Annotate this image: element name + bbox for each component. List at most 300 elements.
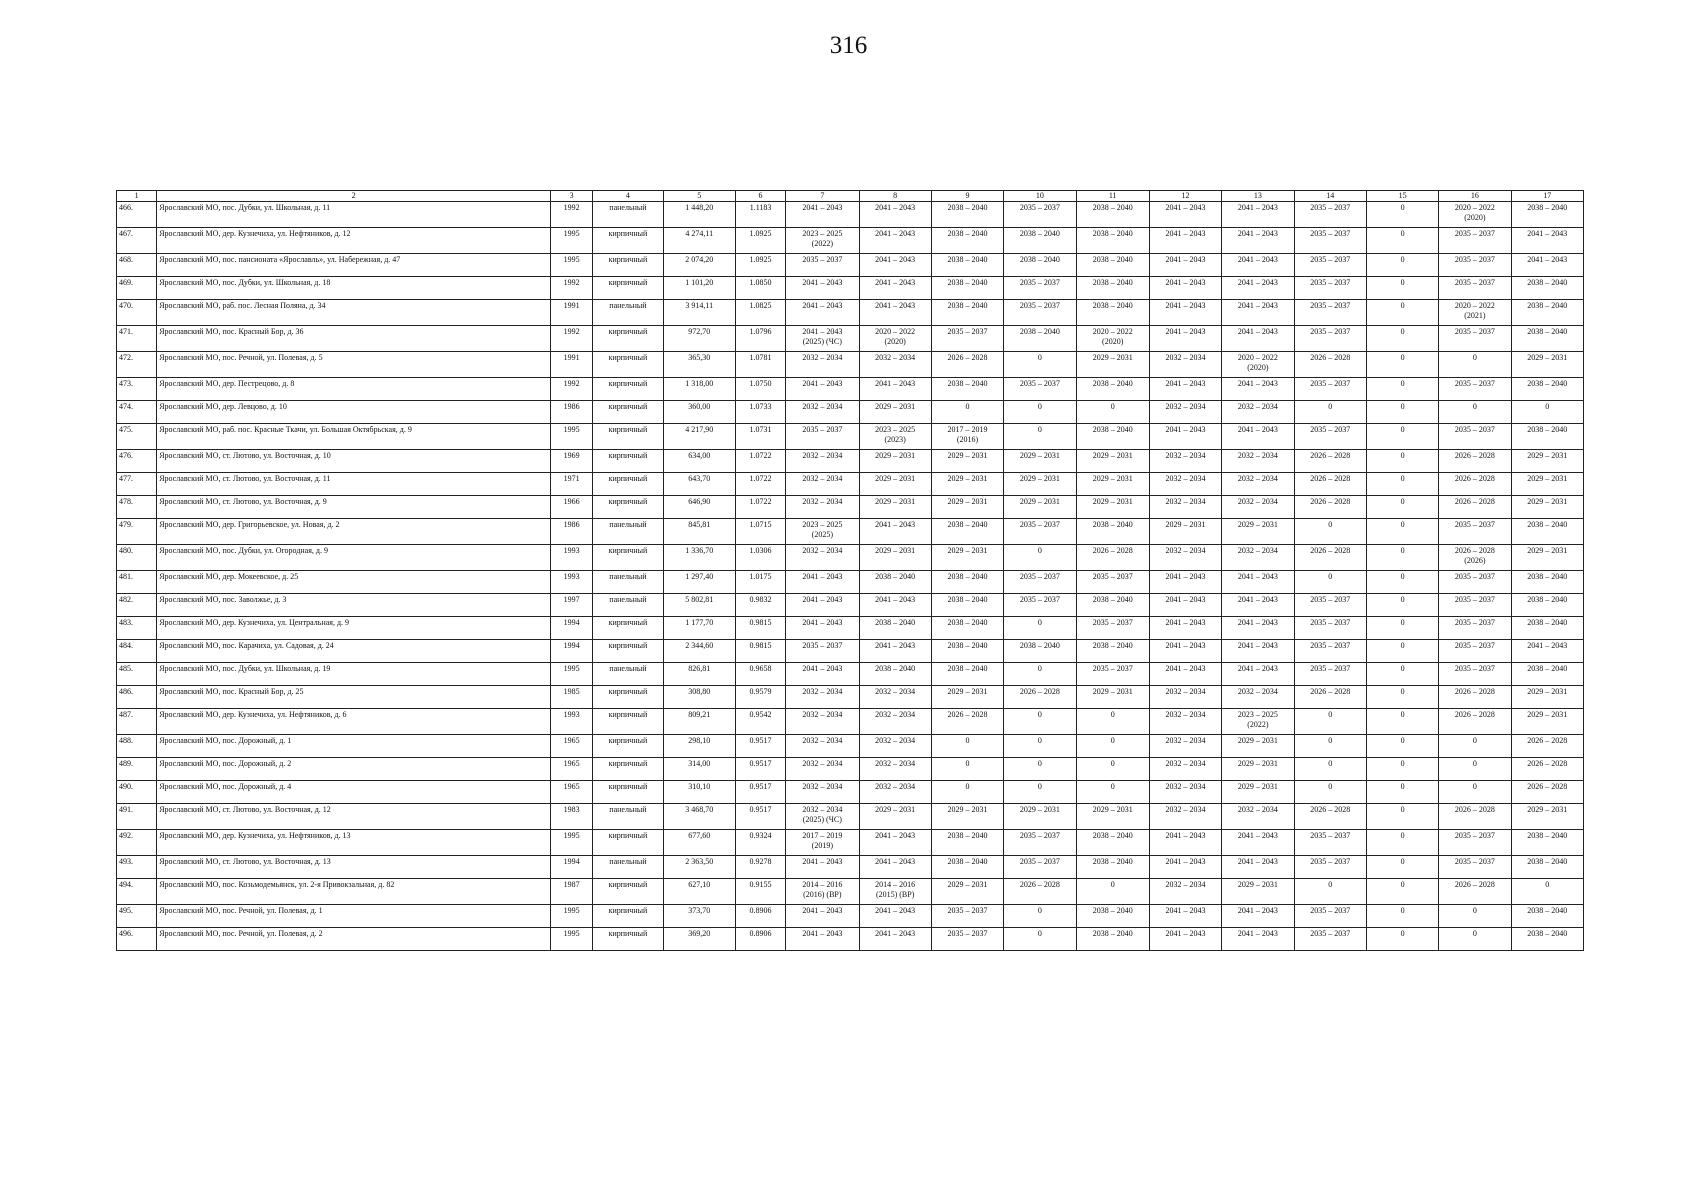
period-col-11: 0 bbox=[1076, 735, 1149, 758]
coefficient-cell: 1.0825 bbox=[735, 300, 785, 326]
period-col-16: 2026 – 2028 bbox=[1439, 473, 1511, 496]
period-col-7: 2032 – 2034 (2025) (ЧС) bbox=[786, 804, 859, 830]
table-row bbox=[117, 326, 1584, 352]
period-col-7: 2017 – 2019 (2019) bbox=[786, 830, 859, 856]
period-col-17: 2038 – 2040 bbox=[1511, 300, 1583, 326]
period-col-15: 0 bbox=[1366, 640, 1438, 663]
table-header bbox=[117, 191, 1584, 202]
period-col-14: 0 bbox=[1294, 571, 1366, 594]
period-col-15: 0 bbox=[1366, 378, 1438, 401]
period-col-15: 0 bbox=[1366, 401, 1438, 424]
year-cell: 1987 bbox=[551, 879, 593, 905]
period-col-8: 2041 – 2043 bbox=[859, 928, 931, 951]
area-cell: 1 297,40 bbox=[663, 571, 735, 594]
area-cell: 845,81 bbox=[663, 519, 735, 545]
period-col-12: 2041 – 2043 bbox=[1149, 254, 1221, 277]
period-col-15: 0 bbox=[1366, 352, 1438, 378]
coefficient-cell: 1.1183 bbox=[735, 202, 785, 228]
period-col-12: 2032 – 2034 bbox=[1149, 473, 1221, 496]
period-col-9: 2035 – 2037 bbox=[931, 905, 1003, 928]
period-col-13: 2041 – 2043 bbox=[1222, 594, 1294, 617]
period-col-13: 2032 – 2034 bbox=[1222, 473, 1294, 496]
period-col-8: 2041 – 2043 bbox=[859, 640, 931, 663]
period-col-10: 2038 – 2040 bbox=[1004, 254, 1076, 277]
wall-material-cell: кирпичный bbox=[593, 640, 663, 663]
period-col-16: 2035 – 2037 bbox=[1439, 640, 1511, 663]
period-col-7: 2035 – 2037 bbox=[786, 254, 859, 277]
period-col-13: 2020 – 2022 (2020) bbox=[1222, 352, 1294, 378]
period-col-9: 2029 – 2031 bbox=[931, 450, 1003, 473]
period-col-7: 2032 – 2034 bbox=[786, 496, 859, 519]
period-col-15: 0 bbox=[1366, 228, 1438, 254]
table-row bbox=[117, 830, 1584, 856]
column-number-2: 2 bbox=[157, 191, 551, 202]
wall-material-cell: панельный bbox=[593, 300, 663, 326]
column-number-12: 12 bbox=[1149, 191, 1221, 202]
coefficient-cell: 1.0750 bbox=[735, 378, 785, 401]
period-col-9: 2038 – 2040 bbox=[931, 856, 1003, 879]
period-col-16: 2035 – 2037 bbox=[1439, 617, 1511, 640]
coefficient-cell: 1.0722 bbox=[735, 450, 785, 473]
period-col-9: 2038 – 2040 bbox=[931, 594, 1003, 617]
period-col-7: 2032 – 2034 bbox=[786, 686, 859, 709]
period-col-15: 0 bbox=[1366, 928, 1438, 951]
period-col-14: 2035 – 2037 bbox=[1294, 640, 1366, 663]
period-col-17: 2041 – 2043 bbox=[1511, 254, 1583, 277]
period-col-9: 2029 – 2031 bbox=[931, 686, 1003, 709]
period-col-8: 2020 – 2022 (2020) bbox=[859, 326, 931, 352]
period-col-12: 2032 – 2034 bbox=[1149, 781, 1221, 804]
period-col-16: 2020 – 2022 (2021) bbox=[1439, 300, 1511, 326]
period-col-10: 0 bbox=[1004, 905, 1076, 928]
period-col-7: 2032 – 2034 bbox=[786, 450, 859, 473]
year-cell: 1995 bbox=[551, 228, 593, 254]
coefficient-cell: 1.0722 bbox=[735, 496, 785, 519]
coefficient-cell: 1.0306 bbox=[735, 545, 785, 571]
row-number: 493. bbox=[117, 856, 157, 879]
period-col-17: 2038 – 2040 bbox=[1511, 519, 1583, 545]
table-row bbox=[117, 424, 1584, 450]
area-cell: 373,70 bbox=[663, 905, 735, 928]
table-body bbox=[117, 202, 1584, 951]
row-number: 489. bbox=[117, 758, 157, 781]
period-col-9: 2029 – 2031 bbox=[931, 804, 1003, 830]
period-col-15: 0 bbox=[1366, 735, 1438, 758]
table-row bbox=[117, 735, 1584, 758]
period-col-13: 2041 – 2043 bbox=[1222, 254, 1294, 277]
table-row bbox=[117, 905, 1584, 928]
period-col-8: 2041 – 2043 bbox=[859, 378, 931, 401]
period-col-8: 2041 – 2043 bbox=[859, 905, 931, 928]
period-col-11: 2038 – 2040 bbox=[1076, 254, 1149, 277]
period-col-16: 0 bbox=[1439, 905, 1511, 928]
row-number: 472. bbox=[117, 352, 157, 378]
coefficient-cell: 1.0733 bbox=[735, 401, 785, 424]
period-col-14: 2035 – 2037 bbox=[1294, 326, 1366, 352]
coefficient-cell: 1.0175 bbox=[735, 571, 785, 594]
period-col-13: 2041 – 2043 bbox=[1222, 300, 1294, 326]
area-cell: 5 802,81 bbox=[663, 594, 735, 617]
year-cell: 1966 bbox=[551, 496, 593, 519]
table-row bbox=[117, 202, 1584, 228]
period-col-9: 0 bbox=[931, 401, 1003, 424]
row-number: 495. bbox=[117, 905, 157, 928]
year-cell: 1993 bbox=[551, 545, 593, 571]
period-col-9: 2035 – 2037 bbox=[931, 326, 1003, 352]
period-col-7: 2035 – 2037 bbox=[786, 424, 859, 450]
period-col-9: 2029 – 2031 bbox=[931, 496, 1003, 519]
coefficient-cell: 1.0781 bbox=[735, 352, 785, 378]
address-cell: Ярославский МО, пос. Речной, ул. Полевая, д. 5 bbox=[157, 352, 551, 378]
period-col-11: 0 bbox=[1076, 401, 1149, 424]
table-row bbox=[117, 879, 1584, 905]
year-cell: 1994 bbox=[551, 856, 593, 879]
row-number: 467. bbox=[117, 228, 157, 254]
period-col-14: 2035 – 2037 bbox=[1294, 856, 1366, 879]
period-col-10: 2035 – 2037 bbox=[1004, 202, 1076, 228]
coefficient-cell: 0.9658 bbox=[735, 663, 785, 686]
period-col-16: 0 bbox=[1439, 735, 1511, 758]
period-col-10: 2035 – 2037 bbox=[1004, 519, 1076, 545]
period-col-14: 2035 – 2037 bbox=[1294, 905, 1366, 928]
coefficient-cell: 0.9517 bbox=[735, 758, 785, 781]
address-cell: Ярославский МО, ст. Лютово, ул. Восточная, д. 12 bbox=[157, 804, 551, 830]
area-cell: 677,60 bbox=[663, 830, 735, 856]
year-cell: 1969 bbox=[551, 450, 593, 473]
period-col-7: 2041 – 2043 bbox=[786, 277, 859, 300]
period-col-12: 2041 – 2043 bbox=[1149, 663, 1221, 686]
area-cell: 627,10 bbox=[663, 879, 735, 905]
period-col-14: 0 bbox=[1294, 735, 1366, 758]
period-col-13: 2029 – 2031 bbox=[1222, 519, 1294, 545]
area-cell: 3 914,11 bbox=[663, 300, 735, 326]
period-col-11: 2038 – 2040 bbox=[1076, 928, 1149, 951]
period-col-12: 2041 – 2043 bbox=[1149, 378, 1221, 401]
year-cell: 1965 bbox=[551, 735, 593, 758]
period-col-12: 2041 – 2043 bbox=[1149, 594, 1221, 617]
period-col-15: 0 bbox=[1366, 277, 1438, 300]
period-col-8: 2032 – 2034 bbox=[859, 709, 931, 735]
period-col-10: 2038 – 2040 bbox=[1004, 640, 1076, 663]
address-cell: Ярославский МО, дер. Кузнечиха, ул. Нефтяников, д. 13 bbox=[157, 830, 551, 856]
address-cell: Ярославский МО, пос. Красный Бор, д. 36 bbox=[157, 326, 551, 352]
period-col-16: 2026 – 2028 (2026) bbox=[1439, 545, 1511, 571]
period-col-10: 2026 – 2028 bbox=[1004, 879, 1076, 905]
area-cell: 1 336,70 bbox=[663, 545, 735, 571]
column-number-11: 11 bbox=[1076, 191, 1149, 202]
period-col-11: 0 bbox=[1076, 709, 1149, 735]
coefficient-cell: 1.0731 bbox=[735, 424, 785, 450]
year-cell: 1993 bbox=[551, 571, 593, 594]
period-col-14: 0 bbox=[1294, 879, 1366, 905]
period-col-9: 2038 – 2040 bbox=[931, 519, 1003, 545]
period-col-8: 2023 – 2025 (2023) bbox=[859, 424, 931, 450]
period-col-9: 0 bbox=[931, 735, 1003, 758]
table-row bbox=[117, 519, 1584, 545]
period-col-12: 2041 – 2043 bbox=[1149, 571, 1221, 594]
period-col-15: 0 bbox=[1366, 617, 1438, 640]
address-cell: Ярославский МО, пос. Дубки, ул. Школьная, д. 19 bbox=[157, 663, 551, 686]
period-col-9: 2029 – 2031 bbox=[931, 879, 1003, 905]
year-cell: 1986 bbox=[551, 519, 593, 545]
period-col-16: 2035 – 2037 bbox=[1439, 424, 1511, 450]
period-col-13: 2041 – 2043 bbox=[1222, 326, 1294, 352]
period-col-11: 2038 – 2040 bbox=[1076, 424, 1149, 450]
row-number: 480. bbox=[117, 545, 157, 571]
period-col-17: 2026 – 2028 bbox=[1511, 735, 1583, 758]
wall-material-cell: кирпичный bbox=[593, 686, 663, 709]
period-col-17: 2026 – 2028 bbox=[1511, 758, 1583, 781]
table-row bbox=[117, 709, 1584, 735]
year-cell: 1995 bbox=[551, 830, 593, 856]
row-number: 481. bbox=[117, 571, 157, 594]
wall-material-cell: кирпичный bbox=[593, 758, 663, 781]
row-number: 477. bbox=[117, 473, 157, 496]
period-col-13: 2041 – 2043 bbox=[1222, 228, 1294, 254]
row-number: 468. bbox=[117, 254, 157, 277]
period-col-11: 2038 – 2040 bbox=[1076, 519, 1149, 545]
period-col-17: 2029 – 2031 bbox=[1511, 473, 1583, 496]
period-col-14: 2035 – 2037 bbox=[1294, 424, 1366, 450]
area-cell: 310,10 bbox=[663, 781, 735, 804]
period-col-7: 2032 – 2034 bbox=[786, 352, 859, 378]
period-col-8: 2041 – 2043 bbox=[859, 856, 931, 879]
wall-material-cell: кирпичный bbox=[593, 277, 663, 300]
table-row bbox=[117, 758, 1584, 781]
area-cell: 1 101,20 bbox=[663, 277, 735, 300]
period-col-17: 2029 – 2031 bbox=[1511, 804, 1583, 830]
period-col-7: 2041 – 2043 bbox=[786, 905, 859, 928]
period-col-11: 2029 – 2031 bbox=[1076, 352, 1149, 378]
period-col-11: 2029 – 2031 bbox=[1076, 804, 1149, 830]
period-col-8: 2029 – 2031 bbox=[859, 473, 931, 496]
period-col-14: 2035 – 2037 bbox=[1294, 228, 1366, 254]
year-cell: 1995 bbox=[551, 663, 593, 686]
period-col-16: 2026 – 2028 bbox=[1439, 496, 1511, 519]
period-col-12: 2041 – 2043 bbox=[1149, 905, 1221, 928]
table-row bbox=[117, 300, 1584, 326]
period-col-13: 2032 – 2034 bbox=[1222, 686, 1294, 709]
area-cell: 2 344,60 bbox=[663, 640, 735, 663]
period-col-14: 0 bbox=[1294, 781, 1366, 804]
period-col-8: 2032 – 2034 bbox=[859, 352, 931, 378]
area-cell: 4 274,11 bbox=[663, 228, 735, 254]
housing-registry-table bbox=[116, 190, 1584, 951]
period-col-17: 0 bbox=[1511, 401, 1583, 424]
period-col-11: 0 bbox=[1076, 879, 1149, 905]
year-cell: 1995 bbox=[551, 254, 593, 277]
row-number: 492. bbox=[117, 830, 157, 856]
period-col-12: 2041 – 2043 bbox=[1149, 640, 1221, 663]
row-number: 483. bbox=[117, 617, 157, 640]
period-col-14: 2026 – 2028 bbox=[1294, 804, 1366, 830]
period-col-12: 2032 – 2034 bbox=[1149, 709, 1221, 735]
period-col-7: 2032 – 2034 bbox=[786, 401, 859, 424]
address-cell: Ярославский МО, раб. пос. Лесная Поляна, д. 34 bbox=[157, 300, 551, 326]
period-col-13: 2029 – 2031 bbox=[1222, 781, 1294, 804]
period-col-7: 2041 – 2043 bbox=[786, 202, 859, 228]
period-col-14: 2035 – 2037 bbox=[1294, 277, 1366, 300]
period-col-10: 2035 – 2037 bbox=[1004, 277, 1076, 300]
area-cell: 365,30 bbox=[663, 352, 735, 378]
period-col-10: 0 bbox=[1004, 424, 1076, 450]
address-cell: Ярославский МО, ст. Лютово, ул. Восточная, д. 10 bbox=[157, 450, 551, 473]
period-col-17: 2029 – 2031 bbox=[1511, 352, 1583, 378]
address-cell: Ярославский МО, пос. Дубки, ул. Школьная, д. 18 bbox=[157, 277, 551, 300]
wall-material-cell: панельный bbox=[593, 856, 663, 879]
coefficient-cell: 1.0925 bbox=[735, 228, 785, 254]
period-col-10: 2029 – 2031 bbox=[1004, 496, 1076, 519]
wall-material-cell: кирпичный bbox=[593, 905, 663, 928]
period-col-10: 2038 – 2040 bbox=[1004, 228, 1076, 254]
period-col-16: 2035 – 2037 bbox=[1439, 519, 1511, 545]
period-col-11: 0 bbox=[1076, 758, 1149, 781]
row-number: 466. bbox=[117, 202, 157, 228]
period-col-10: 2035 – 2037 bbox=[1004, 378, 1076, 401]
period-col-11: 2020 – 2022 (2020) bbox=[1076, 326, 1149, 352]
year-cell: 1994 bbox=[551, 617, 593, 640]
address-cell: Ярославский МО, дер. Пестрецово, д. 8 bbox=[157, 378, 551, 401]
period-col-15: 0 bbox=[1366, 879, 1438, 905]
period-col-11: 2038 – 2040 bbox=[1076, 202, 1149, 228]
table-row bbox=[117, 545, 1584, 571]
period-col-15: 0 bbox=[1366, 424, 1438, 450]
coefficient-cell: 1.0850 bbox=[735, 277, 785, 300]
period-col-16: 2026 – 2028 bbox=[1439, 879, 1511, 905]
period-col-16: 2020 – 2022 (2020) bbox=[1439, 202, 1511, 228]
period-col-12: 2041 – 2043 bbox=[1149, 202, 1221, 228]
wall-material-cell: панельный bbox=[593, 804, 663, 830]
table-row bbox=[117, 277, 1584, 300]
period-col-13: 2041 – 2043 bbox=[1222, 640, 1294, 663]
period-col-11: 2029 – 2031 bbox=[1076, 473, 1149, 496]
period-col-9: 2038 – 2040 bbox=[931, 202, 1003, 228]
period-col-12: 2032 – 2034 bbox=[1149, 879, 1221, 905]
period-col-14: 2026 – 2028 bbox=[1294, 686, 1366, 709]
address-cell: Ярославский МО, дер. Левцово, д. 10 bbox=[157, 401, 551, 424]
area-cell: 809,21 bbox=[663, 709, 735, 735]
period-col-14: 2026 – 2028 bbox=[1294, 545, 1366, 571]
period-col-7: 2023 – 2025 (2025) bbox=[786, 519, 859, 545]
period-col-7: 2041 – 2043 bbox=[786, 571, 859, 594]
wall-material-cell: кирпичный bbox=[593, 735, 663, 758]
area-cell: 2 074,20 bbox=[663, 254, 735, 277]
period-col-8: 2041 – 2043 bbox=[859, 254, 931, 277]
period-col-7: 2014 – 2016 (2016) (ВР) bbox=[786, 879, 859, 905]
period-col-11: 2029 – 2031 bbox=[1076, 450, 1149, 473]
period-col-7: 2032 – 2034 bbox=[786, 545, 859, 571]
period-col-7: 2041 – 2043 bbox=[786, 617, 859, 640]
period-col-17: 0 bbox=[1511, 879, 1583, 905]
period-col-13: 2029 – 2031 bbox=[1222, 735, 1294, 758]
period-col-14: 2035 – 2037 bbox=[1294, 378, 1366, 401]
period-col-16: 0 bbox=[1439, 352, 1511, 378]
period-col-15: 0 bbox=[1366, 254, 1438, 277]
period-col-8: 2029 – 2031 bbox=[859, 804, 931, 830]
period-col-8: 2041 – 2043 bbox=[859, 277, 931, 300]
wall-material-cell: кирпичный bbox=[593, 879, 663, 905]
period-col-9: 2026 – 2028 bbox=[931, 352, 1003, 378]
address-cell: Ярославский МО, дер. Григорьевское, ул. Новая, д. 2 bbox=[157, 519, 551, 545]
period-col-16: 0 bbox=[1439, 758, 1511, 781]
period-col-15: 0 bbox=[1366, 202, 1438, 228]
wall-material-cell: кирпичный bbox=[593, 928, 663, 951]
year-cell: 1995 bbox=[551, 905, 593, 928]
period-col-12: 2032 – 2034 bbox=[1149, 735, 1221, 758]
address-cell: Ярославский МО, пос. Дорожный, д. 2 bbox=[157, 758, 551, 781]
period-col-14: 2035 – 2037 bbox=[1294, 617, 1366, 640]
period-col-9: 2038 – 2040 bbox=[931, 254, 1003, 277]
address-cell: Ярославский МО, ст. Лютово, ул. Восточная, д. 13 bbox=[157, 856, 551, 879]
period-col-10: 2026 – 2028 bbox=[1004, 686, 1076, 709]
address-cell: Ярославский МО, пос. Дорожный, д. 4 bbox=[157, 781, 551, 804]
wall-material-cell: панельный bbox=[593, 663, 663, 686]
coefficient-cell: 0.9542 bbox=[735, 709, 785, 735]
table-row bbox=[117, 496, 1584, 519]
period-col-7: 2035 – 2037 bbox=[786, 640, 859, 663]
period-col-17: 2038 – 2040 bbox=[1511, 905, 1583, 928]
year-cell: 1993 bbox=[551, 709, 593, 735]
wall-material-cell: кирпичный bbox=[593, 496, 663, 519]
period-col-14: 2035 – 2037 bbox=[1294, 202, 1366, 228]
period-col-10: 0 bbox=[1004, 758, 1076, 781]
period-col-11: 2029 – 2031 bbox=[1076, 686, 1149, 709]
period-col-7: 2041 – 2043 bbox=[786, 856, 859, 879]
year-cell: 1995 bbox=[551, 928, 593, 951]
coefficient-cell: 1.0796 bbox=[735, 326, 785, 352]
column-number-15: 15 bbox=[1366, 191, 1438, 202]
table-row bbox=[117, 856, 1584, 879]
area-cell: 369,20 bbox=[663, 928, 735, 951]
period-col-12: 2032 – 2034 bbox=[1149, 804, 1221, 830]
wall-material-cell: кирпичный bbox=[593, 781, 663, 804]
period-col-16: 2035 – 2037 bbox=[1439, 594, 1511, 617]
area-cell: 314,00 bbox=[663, 758, 735, 781]
period-col-10: 2035 – 2037 bbox=[1004, 571, 1076, 594]
row-number: 485. bbox=[117, 663, 157, 686]
address-cell: Ярославский МО, дер. Мокеевское, д. 25 bbox=[157, 571, 551, 594]
table-row bbox=[117, 686, 1584, 709]
period-col-15: 0 bbox=[1366, 905, 1438, 928]
year-cell: 1985 bbox=[551, 686, 593, 709]
period-col-8: 2041 – 2043 bbox=[859, 519, 931, 545]
period-col-17: 2029 – 2031 bbox=[1511, 686, 1583, 709]
period-col-15: 0 bbox=[1366, 758, 1438, 781]
period-col-9: 2017 – 2019 (2016) bbox=[931, 424, 1003, 450]
period-col-12: 2041 – 2043 bbox=[1149, 326, 1221, 352]
year-cell: 1991 bbox=[551, 352, 593, 378]
period-col-17: 2029 – 2031 bbox=[1511, 450, 1583, 473]
period-col-16: 2026 – 2028 bbox=[1439, 804, 1511, 830]
period-col-14: 2035 – 2037 bbox=[1294, 594, 1366, 617]
period-col-13: 2041 – 2043 bbox=[1222, 202, 1294, 228]
period-col-15: 0 bbox=[1366, 496, 1438, 519]
period-col-10: 0 bbox=[1004, 709, 1076, 735]
area-cell: 643,70 bbox=[663, 473, 735, 496]
period-col-9: 2026 – 2028 bbox=[931, 709, 1003, 735]
period-col-8: 2041 – 2043 bbox=[859, 228, 931, 254]
period-col-12: 2041 – 2043 bbox=[1149, 830, 1221, 856]
address-cell: Ярославский МО, пос. Речной, ул. Полевая, д. 1 bbox=[157, 905, 551, 928]
period-col-11: 2038 – 2040 bbox=[1076, 300, 1149, 326]
coefficient-cell: 0.9815 bbox=[735, 640, 785, 663]
address-cell: Ярославский МО, пос. пансионата «Ярославль», ул. Набережная, д. 47 bbox=[157, 254, 551, 277]
row-number: 494. bbox=[117, 879, 157, 905]
wall-material-cell: панельный bbox=[593, 594, 663, 617]
table-row bbox=[117, 663, 1584, 686]
period-col-10: 0 bbox=[1004, 401, 1076, 424]
period-col-7: 2023 – 2025 (2022) bbox=[786, 228, 859, 254]
